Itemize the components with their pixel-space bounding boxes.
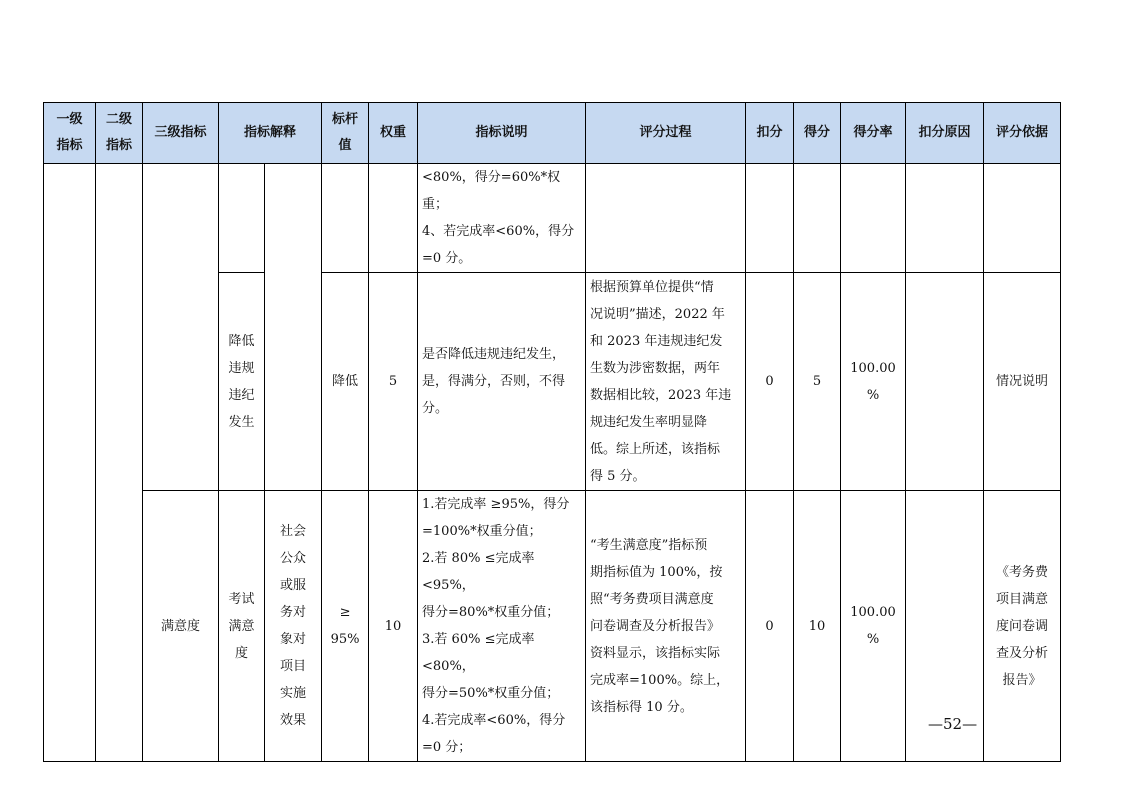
header-weight: 权重 — [369, 103, 418, 164]
deduction-cell: 0 — [746, 273, 794, 491]
header-basis: 评分依据 — [984, 103, 1061, 164]
level2-cell — [96, 164, 143, 762]
benchmark-cell: 降低 — [322, 273, 369, 491]
header-deduction: 扣分 — [746, 103, 794, 164]
rate-cell — [841, 164, 906, 273]
description-cell: 是否降低违规违纪发生， 是，得满分，否则，不得 分。 — [418, 273, 586, 491]
table-row — [44, 164, 1061, 273]
description-cell: 1.若完成率 ≥95%，得分 =100%*权重分值； 2.若 80% ≤完成率<95%， 得分=80%*权重分值； 3.若 60% ≤完成率<80%， 得分=50%*权重分值； 4.若完成率<60%，得分 =0 分； — [418, 491, 586, 762]
basis-cell: 情况说明 — [984, 273, 1061, 491]
explanation-cell — [265, 164, 322, 491]
score-cell: 10 — [794, 491, 841, 762]
rate-cell: 100.00 % — [841, 273, 906, 491]
header-description: 指标说明 — [418, 103, 586, 164]
header-benchmark: 标杆 值 — [322, 103, 369, 164]
score-cell: 5 — [794, 273, 841, 491]
header-process: 评分过程 — [586, 103, 746, 164]
header-level1: 一级 指标 — [44, 103, 96, 164]
header-level2: 二级 指标 — [96, 103, 143, 164]
header-deduction-reason: 扣分原因 — [906, 103, 984, 164]
deduction-cell: 0 — [746, 491, 794, 762]
explanation-cell: 社会 公众 或服 务对 象对 项目 实施 效果 — [265, 491, 322, 762]
header-row — [44, 103, 1061, 164]
level3-cell: 满意度 — [143, 491, 219, 762]
indicator-cell — [219, 164, 265, 273]
basis-cell: 《考务费 项目满意 度问卷调 查及分析 报告》 — [984, 491, 1061, 762]
benchmark-cell: ≥ 95% — [322, 491, 369, 762]
score-cell — [794, 164, 841, 273]
deduction-reason-cell — [906, 273, 984, 491]
header-level3: 三级指标 — [143, 103, 219, 164]
header-rate: 得分率 — [841, 103, 906, 164]
indicator-cell: 降低 违规 违纪 发生 — [219, 273, 265, 491]
description-cell: <80%，得分=60%*权重； 4、若完成率<60%，得分 =0 分。 — [418, 164, 586, 273]
rate-cell: 100.00 % — [841, 491, 906, 762]
deduction-cell — [746, 164, 794, 273]
weight-cell — [369, 164, 418, 273]
benchmark-cell — [322, 164, 369, 273]
header-score: 得分 — [794, 103, 841, 164]
level3-cell — [143, 164, 219, 491]
table-row — [44, 491, 1061, 762]
performance-evaluation-table — [43, 102, 1061, 762]
process-cell: 根据预算单位提供“情 况说明”描述，2022 年 和 2023 年违规违纪发 生数为涉密数据，两年 数据相比较，2023 年违 规违纪发生率明显降 低。综上所述，该指标 得 5 分。 — [586, 273, 746, 491]
deduction-reason-cell — [906, 164, 984, 273]
weight-cell: 5 — [369, 273, 418, 491]
process-cell: “考生满意度”指标预 期指标值为 100%，按 照“考务费项目满意度 问卷调查及分析报告》 资料显示，该指标实际 完成率=100%。综上， 该指标得 10 分。 — [586, 491, 746, 762]
weight-cell: 10 — [369, 491, 418, 762]
level1-cell — [44, 164, 96, 762]
page-number: —52— — [928, 715, 978, 733]
header-explanation: 指标解释 — [219, 103, 322, 164]
basis-cell — [984, 164, 1061, 273]
indicator-cell: 考试 满意 度 — [219, 491, 265, 762]
process-cell — [586, 164, 746, 273]
